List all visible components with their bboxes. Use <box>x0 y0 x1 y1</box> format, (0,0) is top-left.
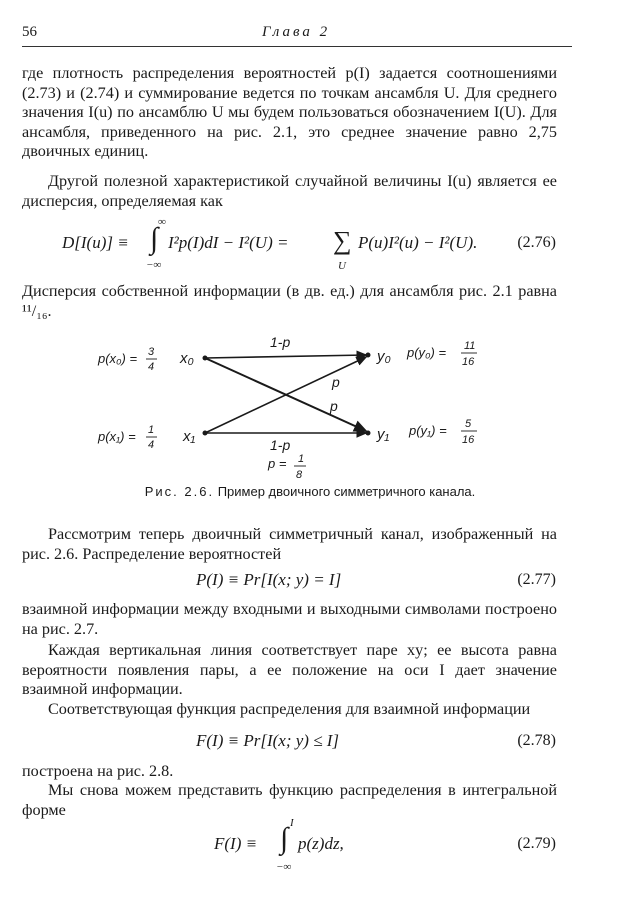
label-x0: x₀ <box>180 350 194 367</box>
eq-277-number: (2.77) <box>517 571 556 588</box>
label-px0-num: 3 <box>148 346 155 358</box>
bsc-diagram <box>0 325 620 480</box>
paragraph-4: Рассмотрим теперь двоичный симметричный канал, изображенный на рис. 2.6. Распределение вероятностей <box>22 525 557 563</box>
label-px1: p(x₁) = <box>98 429 136 444</box>
equation-2-77: P(I) ≡ Pr[I(x; y) = I] <box>196 570 342 589</box>
eq-279-left: F(I) ≡ <box>214 834 258 853</box>
caption-label: Рис. 2.6. <box>144 484 215 499</box>
eq-278-number: (2.78) <box>517 732 556 749</box>
eq-276-mid: I²p(I)dI − I²(U) = <box>168 233 289 252</box>
edge-x0-y0 <box>205 355 366 358</box>
header-rule <box>22 46 572 47</box>
label-p-eq: p = <box>268 456 287 471</box>
label-py1: p(y₁) = <box>409 423 447 438</box>
node-x1 <box>203 431 208 436</box>
paragraph-3: Дисперсия собственной информации (в дв. ед.) для ансамбля рис. 2.1 равна ¹¹/₁₆. <box>22 282 557 320</box>
eq-276-number: (2.76) <box>517 234 556 251</box>
chapter-header: Глава 2 <box>262 24 331 40</box>
eq-279-number: (2.79) <box>517 835 556 852</box>
caption-text: Пример двоичного симметричного канала. <box>217 484 476 499</box>
equation-2-78: F(I) ≡ Pr[I(x; y) ≤ I] <box>196 731 340 750</box>
node-y1 <box>366 431 371 436</box>
label-py0-num: 11 <box>464 340 476 352</box>
label-py1-num: 5 <box>465 418 472 430</box>
label-p-den: 8 <box>296 469 303 480</box>
paragraph-5: взаимной информации между входными и выходными символами построено на рис. 2.7. <box>22 600 557 638</box>
eq-276-sum-subscript: U <box>338 260 346 272</box>
label-px0: p(x₀) = <box>98 351 138 366</box>
integral-sign-2: ∫ <box>280 822 289 855</box>
page-number: 56 <box>22 24 37 40</box>
label-py0-den: 16 <box>462 356 475 368</box>
paragraph-1: где плотность распределения вероятностей p(I) задается соотношениями (2.73) и (2.74) и суммирование ведется по точкам ансамбля U. Для среднего значения I(u) по ансамблю U мы будем пользоваться обозначением I(U). Для ансамбля, приведенного на рис. 2.1, это среднее значение равно 2,75 двоичных единиц. <box>22 64 557 161</box>
label-bottom-edge: 1-p <box>270 437 291 453</box>
label-p-num: 1 <box>298 453 305 465</box>
label-px1-den: 4 <box>148 439 155 451</box>
figure-caption <box>0 484 620 499</box>
paragraph-2: Другой полезной характеристикой случайной величины I(u) является ее дисперсия, определяемая как <box>22 172 557 210</box>
paragraph-8: построена на рис. 2.8. <box>22 762 174 780</box>
label-x1: x₁ <box>183 428 196 445</box>
eq-279-right: p(z)dz, <box>298 834 344 853</box>
label-y0: y₀ <box>377 348 391 365</box>
eq-279-upper-limit: I <box>290 817 294 829</box>
sum-sign: ∑ <box>333 226 352 255</box>
label-cross-p-b: p <box>330 398 338 414</box>
label-py0: p(y₀) = <box>407 345 447 360</box>
eq-276-left: D[I(u)] ≡ <box>62 233 129 252</box>
integral-sign: ∫ <box>150 222 159 255</box>
paragraph-9: Мы снова можем представить функцию распределения в интегральной форме <box>22 781 557 819</box>
paragraph-7: Соответствующая функция распределения для взаимной информации <box>48 700 531 718</box>
node-x0 <box>203 356 208 361</box>
paragraph-6: Каждая вертикальная линия соответствует паре xy; ее высота равна вероятности появления пары, а ее положение на оси I дает значение взаимной информации. <box>22 641 557 699</box>
eq-279-lower-limit: −∞ <box>276 861 292 873</box>
node-y0 <box>366 353 371 358</box>
label-top-edge: 1-p <box>270 334 291 350</box>
label-px1-num: 1 <box>148 424 155 436</box>
eq-276-upper-limit: ∞ <box>158 216 166 228</box>
eq-276-right: P(u)I²(u) − I²(U). <box>358 233 478 252</box>
label-px0-den: 4 <box>148 361 155 373</box>
label-cross-p-a: p <box>332 374 340 390</box>
label-py1-den: 16 <box>462 434 475 446</box>
label-y1: y₁ <box>377 426 390 443</box>
eq-276-lower-limit: −∞ <box>146 259 162 271</box>
